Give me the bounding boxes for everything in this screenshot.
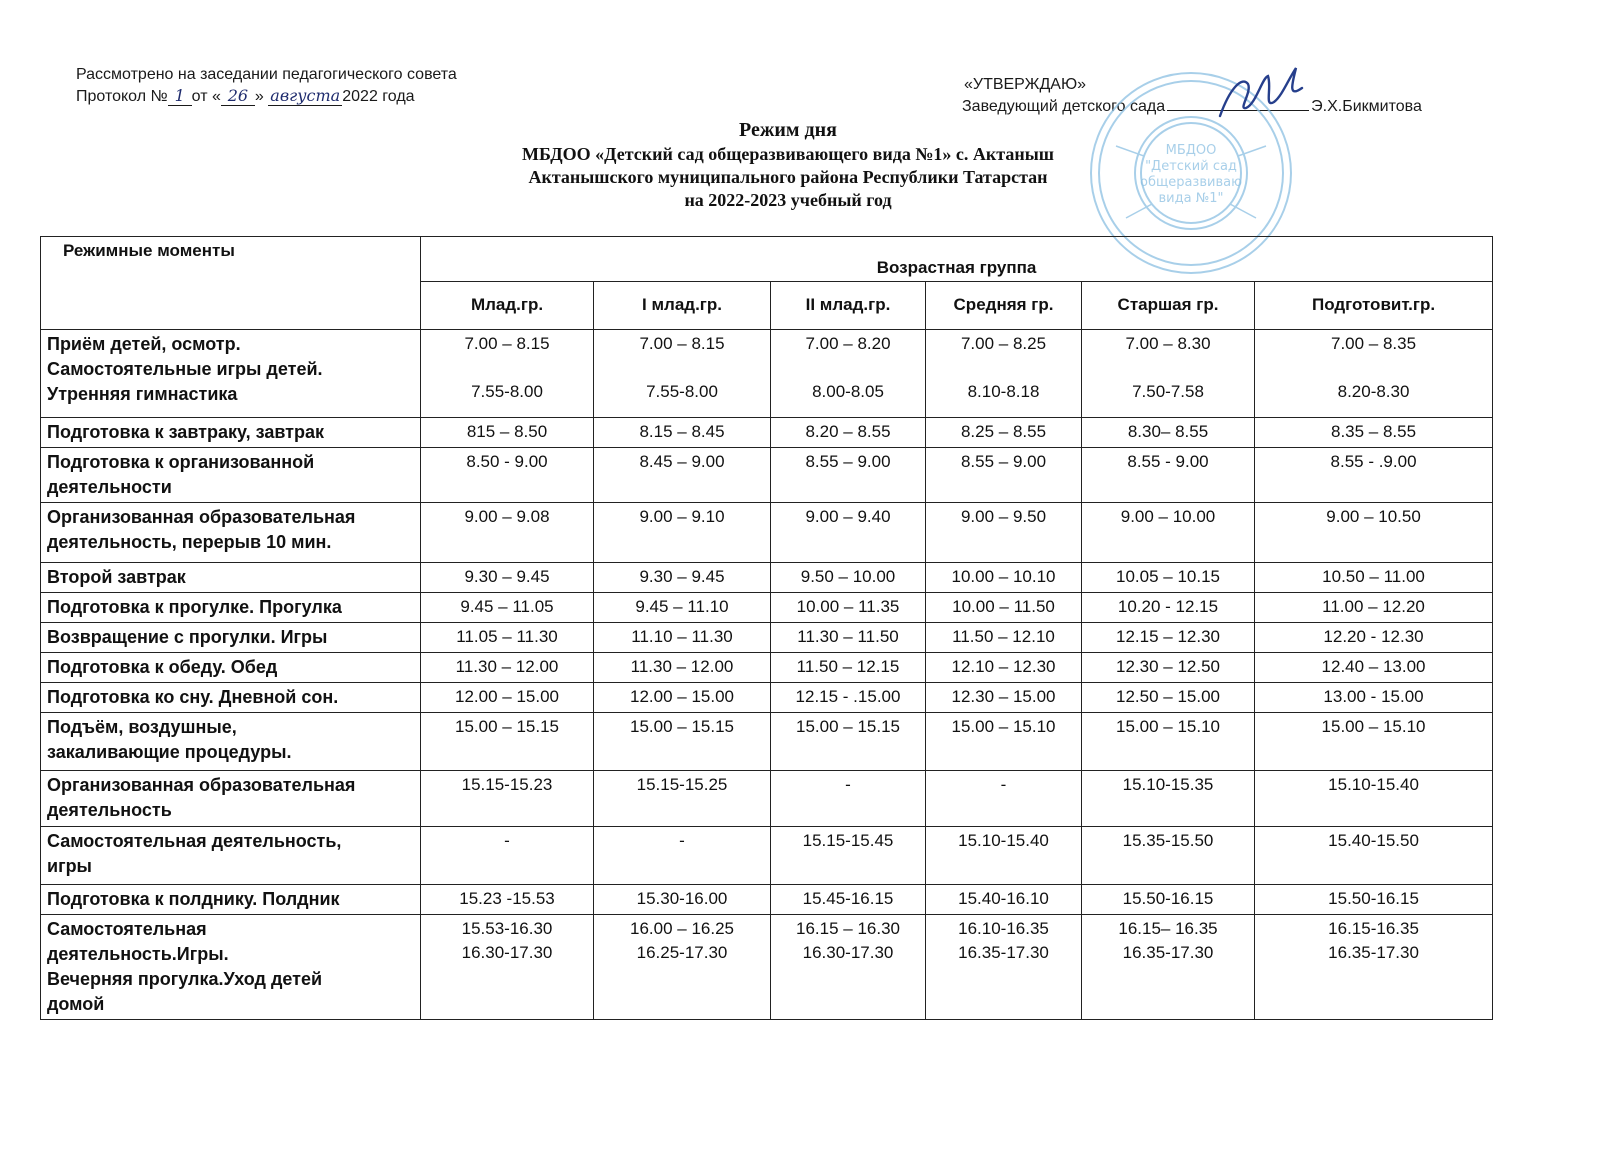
district-name: Актанышского муниципального района Республики Татарстан xyxy=(528,167,1048,187)
time-value: 15.45-16.15 xyxy=(802,888,894,908)
time-cell xyxy=(1255,712,1493,770)
regime-moment-label-line: Подготовка к обеду. Обед xyxy=(47,656,278,677)
time-value: 9.45 – 11.05 xyxy=(460,596,554,616)
age-group-header: Возрастная группа xyxy=(421,255,1493,281)
time-value: 10.05 – 10.15 xyxy=(1116,566,1220,586)
time-cell xyxy=(1255,502,1493,562)
protocol-month-handwritten: августа xyxy=(268,87,342,106)
time-cell xyxy=(926,914,1082,1019)
time-cell xyxy=(594,884,771,914)
time-cell xyxy=(421,502,594,562)
column-header: Млад.гр. xyxy=(421,281,594,329)
time-value: - xyxy=(679,830,685,850)
regime-moment-label-line: Вечерняя прогулка.Уход детей xyxy=(47,968,323,989)
time-cell xyxy=(1255,417,1493,447)
time-value: 9.50 – 10.00 xyxy=(800,566,896,586)
regime-moments-header: Режимные моменты xyxy=(41,237,421,330)
time-cell xyxy=(594,592,771,622)
time-value: 15.15-15.45 xyxy=(802,830,894,850)
column-header: Подготовит.гр. xyxy=(1255,281,1493,329)
time-cell xyxy=(594,770,771,826)
time-cell xyxy=(421,682,594,712)
daily-schedule-table xyxy=(40,236,1493,1020)
time-cell xyxy=(1082,826,1255,884)
time-value: 12.15 – 12.30 xyxy=(1116,626,1220,646)
table-row xyxy=(41,447,1493,502)
time-value: 7.55-8.00 xyxy=(471,381,543,401)
time-cell xyxy=(926,770,1082,826)
regime-moment-label-line: деятельность xyxy=(47,799,172,820)
time-cell xyxy=(1255,884,1493,914)
head-role: Заведующий детского сада xyxy=(962,98,1166,115)
time-value: 15.10-15.40 xyxy=(1328,774,1419,794)
time-cell-gap xyxy=(932,356,1075,380)
time-value: 11.30 – 11.50 xyxy=(797,626,899,646)
time-value: 11.00 – 12.20 xyxy=(1322,596,1425,616)
regime-moment-label-line: закаливающие процедуры. xyxy=(47,741,292,762)
time-cell xyxy=(771,502,926,562)
time-cell xyxy=(594,329,771,417)
time-cell xyxy=(421,622,594,652)
time-value: 8.45 – 9.00 xyxy=(639,451,725,471)
regime-moment-label-line: Организованная образовательная xyxy=(47,774,356,795)
regime-moment-label-line: Самостоятельная деятельность, xyxy=(47,830,342,851)
time-value: 16.10-16.35 xyxy=(958,918,1049,938)
time-cell xyxy=(1082,914,1255,1019)
time-value: 15.30-16.00 xyxy=(636,888,728,908)
time-value: 16.25-17.30 xyxy=(636,942,728,962)
time-value: 9.00 – 9.50 xyxy=(960,506,1047,526)
time-value: - xyxy=(845,774,851,794)
time-value: 10.20 - 12.15 xyxy=(1117,596,1219,616)
time-cell xyxy=(771,826,926,884)
column-header: Средняя гр. xyxy=(926,281,1082,329)
time-value: 15.50-16.15 xyxy=(1328,888,1419,908)
time-value: 8.20-8.30 xyxy=(1337,381,1410,401)
time-value: 9.00 – 9.10 xyxy=(639,506,725,526)
time-value: 7.00 – 8.15 xyxy=(639,333,725,353)
head-name: Э.Х.Бикмитова xyxy=(1311,98,1422,115)
time-value: 8.55 - .9.00 xyxy=(1330,451,1417,471)
time-value: 11.05 – 11.30 xyxy=(456,626,558,646)
regime-moment-label-line: Подготовка к завтраку, завтрак xyxy=(47,421,325,442)
regime-moment-label-line: деятельность.Игры. xyxy=(47,943,229,964)
time-value: 11.50 – 12.10 xyxy=(952,626,1055,646)
svg-text:"Детский сад: "Детский сад xyxy=(1145,159,1237,174)
time-value: 8.10-8.18 xyxy=(967,381,1040,401)
regime-moment-label xyxy=(41,712,421,770)
table-row xyxy=(41,417,1493,447)
svg-text:вида №1": вида №1" xyxy=(1158,191,1224,206)
header-spacer xyxy=(421,237,1493,256)
time-value: 15.00 – 15.10 xyxy=(951,716,1056,736)
time-cell xyxy=(771,562,926,592)
protocol-prefix: Протокол № xyxy=(76,88,168,105)
time-value: 16.30-17.30 xyxy=(802,942,894,962)
time-value: 16.15-16.35 xyxy=(1328,918,1419,938)
time-cell xyxy=(594,826,771,884)
table-row xyxy=(41,502,1493,562)
regime-moment-label xyxy=(41,417,421,447)
time-value: 16.15 – 16.30 xyxy=(796,918,900,938)
time-cell xyxy=(1255,826,1493,884)
time-value: 12.30 – 15.00 xyxy=(951,686,1056,706)
svg-text:МБДОО: МБДОО xyxy=(1165,143,1217,158)
time-value: 11.50 – 12.15 xyxy=(796,656,900,676)
time-cell xyxy=(421,826,594,884)
regime-moment-label xyxy=(41,592,421,622)
time-value: 16.35-17.30 xyxy=(1328,942,1419,962)
time-value: 12.30 – 12.50 xyxy=(1116,656,1220,676)
time-value: 9.00 – 9.08 xyxy=(464,506,550,526)
time-cell xyxy=(594,447,771,502)
time-value: 8.35 – 8.55 xyxy=(1330,421,1417,441)
time-cell xyxy=(1082,884,1255,914)
council-review-line: Рассмотрено на заседании педагогического совета xyxy=(76,66,457,83)
time-cell xyxy=(594,562,771,592)
table-row xyxy=(41,914,1493,1019)
time-cell-gap xyxy=(427,356,587,380)
time-cell xyxy=(1082,417,1255,447)
time-cell xyxy=(421,447,594,502)
time-value: - xyxy=(504,830,510,850)
approval-block xyxy=(962,74,1422,118)
time-value: 7.00 – 8.25 xyxy=(960,333,1047,353)
time-cell xyxy=(771,682,926,712)
time-cell xyxy=(421,562,594,592)
time-value: 9.00 – 9.40 xyxy=(805,506,891,526)
time-cell xyxy=(926,682,1082,712)
time-value: 12.10 – 12.30 xyxy=(951,656,1056,676)
time-value: 15.00 – 15.15 xyxy=(796,716,900,736)
time-value: 8.50 - 9.00 xyxy=(466,451,548,471)
time-value: 16.35-17.30 xyxy=(1122,942,1214,962)
time-cell xyxy=(1082,770,1255,826)
time-value: 10.50 – 11.00 xyxy=(1322,566,1425,586)
table-row xyxy=(41,884,1493,914)
time-cell xyxy=(771,329,926,417)
time-cell xyxy=(1255,652,1493,682)
time-value: 15.53-16.30 xyxy=(461,918,553,938)
time-cell xyxy=(771,592,926,622)
time-value: 10.00 – 10.10 xyxy=(951,566,1056,586)
time-cell xyxy=(421,770,594,826)
time-cell xyxy=(594,502,771,562)
time-value: 15.15-15.25 xyxy=(636,774,728,794)
time-value: 12.00 – 15.00 xyxy=(630,686,734,706)
institution-name: МБДОО «Детский сад общеразвивающего вида №1» с. Актаныш xyxy=(522,144,1054,164)
time-cell xyxy=(1255,914,1493,1019)
time-value: 15.15-15.23 xyxy=(461,774,553,794)
time-cell xyxy=(421,652,594,682)
regime-moment-label xyxy=(41,826,421,884)
time-cell xyxy=(1082,562,1255,592)
document-title-block xyxy=(400,118,1176,212)
svg-text:общеразвиваю: общеразвиваю xyxy=(1139,175,1243,190)
regime-moment-label xyxy=(41,447,421,502)
time-value: 12.50 – 15.00 xyxy=(1116,686,1220,706)
time-cell xyxy=(1255,329,1493,417)
protocol-line xyxy=(76,86,457,108)
time-cell xyxy=(421,914,594,1019)
time-cell xyxy=(1255,622,1493,652)
time-value: 15.40-15.50 xyxy=(1328,830,1419,850)
time-cell xyxy=(1255,562,1493,592)
time-value: 9.00 – 10.00 xyxy=(1120,506,1216,526)
regime-moment-label-line: Подготовка ко сну. Дневной сон. xyxy=(47,686,339,707)
regime-moment-label-line: Подготовка к организованной xyxy=(47,451,315,472)
time-cell xyxy=(594,652,771,682)
regime-moment-label xyxy=(41,562,421,592)
time-value: 12.20 - 12.30 xyxy=(1323,626,1424,646)
column-header: II млад.гр. xyxy=(771,281,926,329)
regime-moment-label xyxy=(41,770,421,826)
time-cell xyxy=(594,622,771,652)
table-row xyxy=(41,622,1493,652)
time-cell xyxy=(771,622,926,652)
regime-moment-label-line: Самостоятельная xyxy=(47,918,207,939)
time-value: 8.55 – 9.00 xyxy=(960,451,1047,471)
time-value: 815 – 8.50 xyxy=(466,421,548,441)
approve-label: «УТВЕРЖДАЮ» xyxy=(964,76,1087,93)
time-value: 15.23 -15.53 xyxy=(459,888,555,908)
time-value: 7.00 – 8.30 xyxy=(1125,333,1211,353)
signature-blank-line xyxy=(1167,96,1309,111)
time-value: 9.45 – 11.10 xyxy=(635,596,729,616)
regime-moment-label-line: Приём детей, осмотр. xyxy=(47,333,241,354)
regime-moment-label-line: игры xyxy=(47,855,92,876)
time-cell xyxy=(1082,622,1255,652)
time-cell xyxy=(594,682,771,712)
time-value: 12.40 – 13.00 xyxy=(1321,656,1426,676)
time-cell xyxy=(1082,329,1255,417)
regime-moment-label xyxy=(41,914,421,1019)
protocol-date-prefix: от « xyxy=(191,88,221,105)
time-value: 8.25 – 8.55 xyxy=(960,421,1047,441)
regime-moment-label-line: Подъём, воздушные, xyxy=(47,716,237,737)
regime-moment-label-line: деятельности xyxy=(47,476,172,497)
time-cell xyxy=(1082,682,1255,712)
regime-moment-label-line: деятельность, перерыв 10 мин. xyxy=(47,531,332,552)
time-cell xyxy=(926,417,1082,447)
time-value: 11.30 – 12.00 xyxy=(455,656,559,676)
time-cell xyxy=(594,914,771,1019)
time-value: 15.00 – 15.15 xyxy=(455,716,559,736)
time-cell xyxy=(926,652,1082,682)
regime-moment-label xyxy=(41,652,421,682)
regime-moment-label xyxy=(41,682,421,712)
protocol-date-quote: » xyxy=(254,88,264,105)
time-value: 15.10-15.40 xyxy=(958,830,1049,850)
time-cell xyxy=(926,502,1082,562)
time-value: 16.15– 16.35 xyxy=(1118,918,1218,938)
time-cell xyxy=(926,712,1082,770)
protocol-year: 2022 года xyxy=(342,88,415,105)
regime-moment-label-line: Организованная образовательная xyxy=(47,506,356,527)
time-cell xyxy=(1082,592,1255,622)
time-value: 7.55-8.00 xyxy=(646,381,718,401)
time-cell xyxy=(926,884,1082,914)
table-row xyxy=(41,652,1493,682)
time-cell xyxy=(771,884,926,914)
time-cell xyxy=(1082,447,1255,502)
time-cell-gap xyxy=(1261,356,1486,380)
time-cell xyxy=(926,329,1082,417)
time-cell xyxy=(1255,447,1493,502)
time-value: 15.35-15.50 xyxy=(1122,830,1214,850)
regime-moment-label-line: Возвращение с прогулки. Игры xyxy=(47,626,328,647)
time-value: 8.15 – 8.45 xyxy=(639,421,725,441)
time-value: 7.00 – 8.20 xyxy=(805,333,891,353)
document-title: Режим дня xyxy=(739,119,837,141)
school-year: на 2022-2023 учебный год xyxy=(684,190,892,210)
time-cell xyxy=(926,447,1082,502)
column-header: I млад.гр. xyxy=(594,281,771,329)
time-value: 11.30 – 12.00 xyxy=(630,656,734,676)
time-cell xyxy=(771,770,926,826)
time-cell xyxy=(1082,652,1255,682)
time-value: 8.55 – 9.00 xyxy=(805,451,891,471)
regime-moment-label xyxy=(41,884,421,914)
table-row xyxy=(41,682,1493,712)
time-value: 10.00 – 11.50 xyxy=(952,596,1055,616)
table-row xyxy=(41,592,1493,622)
time-value: 8.20 – 8.55 xyxy=(805,421,891,441)
time-value: 15.50-16.15 xyxy=(1122,888,1214,908)
regime-moment-label-line: Подготовка к прогулке. Прогулка xyxy=(47,596,342,617)
column-header: Старшая гр. xyxy=(1082,281,1255,329)
time-cell xyxy=(1255,770,1493,826)
time-value: 16.00 – 16.25 xyxy=(630,918,734,938)
time-cell xyxy=(1082,712,1255,770)
regime-moment-label xyxy=(41,502,421,562)
time-cell-gap xyxy=(777,356,919,380)
time-value: 8.00-8.05 xyxy=(812,381,884,401)
time-value: 12.15 - .15.00 xyxy=(795,686,901,706)
time-value: 15.00 – 15.15 xyxy=(630,716,734,736)
time-value: 9.00 – 10.50 xyxy=(1326,506,1421,526)
time-value: 9.30 – 9.45 xyxy=(639,566,725,586)
time-cell xyxy=(421,329,594,417)
time-cell xyxy=(926,622,1082,652)
table-row xyxy=(41,770,1493,826)
time-cell xyxy=(421,417,594,447)
time-value: 11.10 – 11.30 xyxy=(631,626,733,646)
time-value: 15.00 – 15.10 xyxy=(1116,716,1220,736)
time-value: 15.10-15.35 xyxy=(1122,774,1214,794)
time-cell xyxy=(771,417,926,447)
time-value: 12.00 – 15.00 xyxy=(455,686,559,706)
time-value: 7.50-7.58 xyxy=(1132,381,1204,401)
head-signature-line xyxy=(962,96,1422,118)
time-cell xyxy=(771,652,926,682)
time-value: 16.35-17.30 xyxy=(958,942,1049,962)
time-value: 13.00 - 15.00 xyxy=(1323,686,1424,706)
time-value: - xyxy=(1000,774,1007,794)
time-value: 8.30– 8.55 xyxy=(1127,421,1209,441)
time-cell xyxy=(926,562,1082,592)
regime-moment-label-line: Подготовка к полднику. Полдник xyxy=(47,888,340,909)
time-cell xyxy=(926,592,1082,622)
time-cell xyxy=(594,712,771,770)
table-row xyxy=(41,826,1493,884)
regime-moment-label xyxy=(41,622,421,652)
time-value: 7.00 – 8.15 xyxy=(464,333,550,353)
protocol-day-handwritten: 26 xyxy=(221,87,255,106)
time-value: 15.40-16.10 xyxy=(958,888,1049,908)
time-cell xyxy=(421,884,594,914)
time-cell xyxy=(421,592,594,622)
regime-moment-label-line: домой xyxy=(47,993,105,1014)
table-row xyxy=(41,562,1493,592)
time-value: 9.30 – 9.45 xyxy=(464,566,550,586)
table-row xyxy=(41,329,1493,417)
time-cell xyxy=(926,826,1082,884)
table-row xyxy=(41,712,1493,770)
regime-moment-label-line: Самостоятельные игры детей. xyxy=(47,358,323,379)
time-value: 8.55 - 9.00 xyxy=(1127,451,1209,471)
regime-moment-label-line: Второй завтрак xyxy=(47,566,186,587)
time-cell xyxy=(771,712,926,770)
time-value: 10.00 – 11.35 xyxy=(796,596,900,616)
time-value: 15.00 – 15.10 xyxy=(1321,716,1426,736)
time-cell xyxy=(771,447,926,502)
time-cell-gap xyxy=(1088,356,1248,380)
time-value: 16.30-17.30 xyxy=(461,942,553,962)
time-cell xyxy=(1255,592,1493,622)
regime-moment-label xyxy=(41,329,421,417)
time-cell xyxy=(1082,502,1255,562)
council-review-note xyxy=(76,64,457,108)
time-cell-gap xyxy=(600,356,764,380)
time-value: 7.00 – 8.35 xyxy=(1330,333,1417,353)
time-cell xyxy=(1255,682,1493,712)
protocol-number-handwritten: 1 xyxy=(168,87,192,106)
regime-moment-label-line: Утренняя гимнастика xyxy=(47,383,238,404)
time-cell xyxy=(594,417,771,447)
time-cell xyxy=(421,712,594,770)
time-cell xyxy=(771,914,926,1019)
